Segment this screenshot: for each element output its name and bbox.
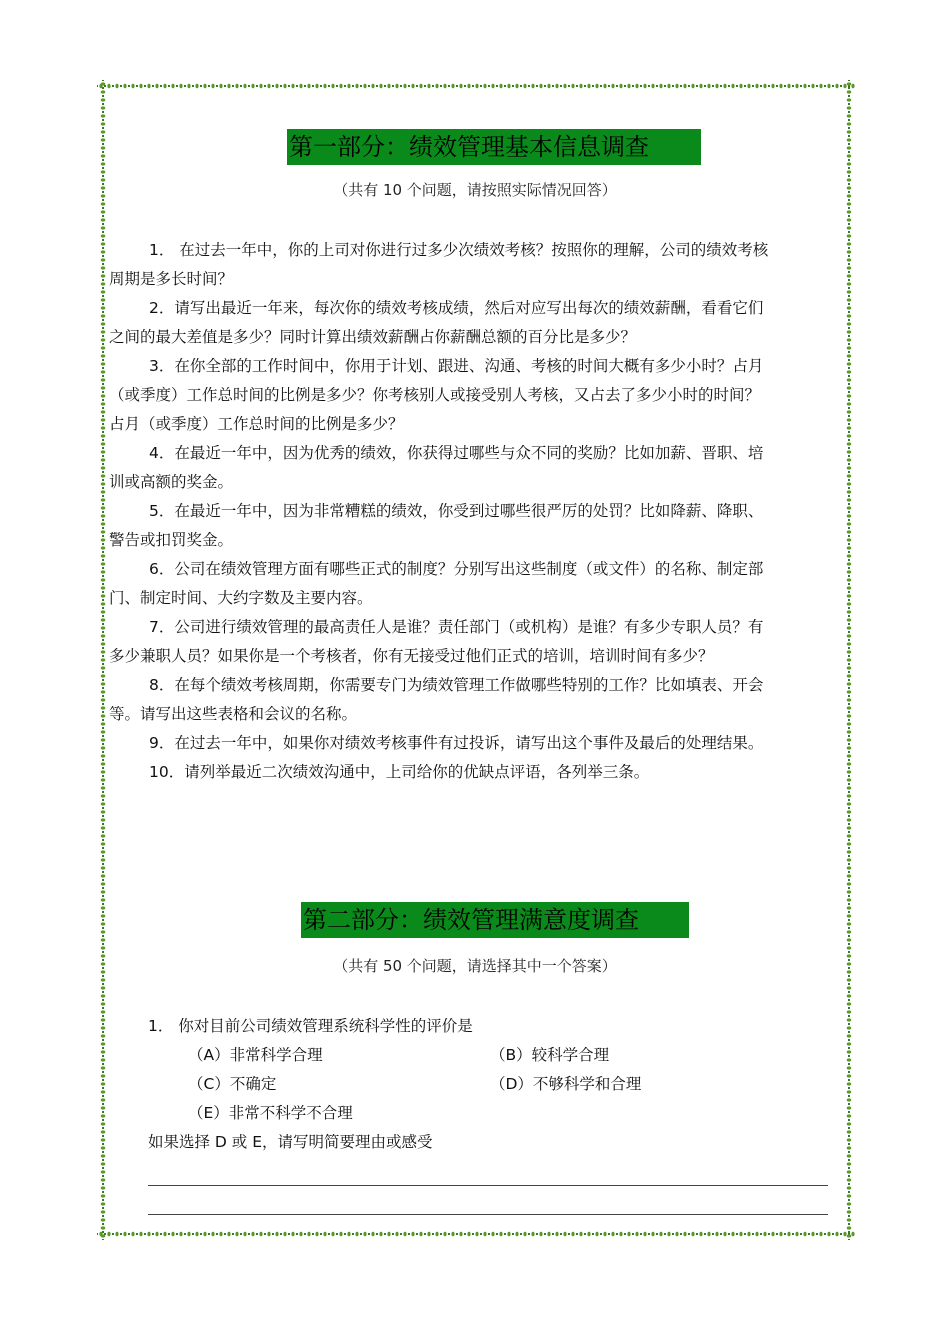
answer-options <box>148 1041 828 1128</box>
question-10: 10．请列举最近二次绩效沟通中，上司给你的优缺点评语，各列举三条。 <box>149 763 650 781</box>
question-2: 2．请写出最近一年来，每次你的绩效考核成绩，然后对应写出每次的绩效薪酬，看看它们之间的最大差值是多少？同时计算出绩效薪酬占你薪酬总额的百分比是多少？ <box>109 299 764 346</box>
answer-line-1[interactable] <box>148 1157 828 1186</box>
option-d[interactable]: （D）不够科学和合理 <box>490 1075 642 1093</box>
followup-prompt: 如果选择 D 或 E，请写明简要理由或感受 <box>148 1133 433 1151</box>
vine-border-top <box>97 80 855 92</box>
part1-subtitle: （共有 10 个问题，请按照实际情况回答） <box>333 181 617 199</box>
part1-title: 第一部分：绩效管理基本信息调查 <box>287 129 701 165</box>
question-7: 7．公司进行绩效管理的最高责任人是谁？责任部门（或机构）是谁？有多少专职人员？有多少兼职人员？如果你是一个考核者，你有无接受过他们正式的培训，培训时间有多少？ <box>109 618 764 665</box>
vine-border-right <box>843 80 855 1240</box>
option-c[interactable]: （C）不确定 <box>188 1075 277 1093</box>
answer-line-2[interactable] <box>148 1186 828 1215</box>
part1-question-list <box>109 236 771 787</box>
option-a[interactable]: （A）非常科学合理 <box>188 1046 323 1064</box>
vine-border-bottom <box>97 1228 855 1240</box>
part2-title: 第二部分：绩效管理满意度调查 <box>301 902 689 938</box>
question-1: 1． 在过去一年中，你的上司对你进行过多少次绩效考核？按照你的理解，公司的绩效考核周期是多长时间？ <box>109 241 769 288</box>
question-3: 3．在你全部的工作时间中，你用于计划、跟进、沟通、考核的时间大概有多少小时？占月（或季度）工作总时间的比例是多少？你考核别人或接受别人考核，又占去了多少小时的时间？占月（或季度）工作总时间的比例是多少？ <box>109 357 764 433</box>
question-5: 5．在最近一年中，因为非常糟糕的绩效，你受到过哪些很严厉的处罚？比如降薪、降职、警告或扣罚奖金。 <box>109 502 764 549</box>
option-e[interactable]: （E）非常不科学不合理 <box>188 1104 353 1122</box>
part2-question-1: 1． 你对目前公司绩效管理系统科学性的评价是 <box>148 1017 473 1035</box>
part2-question-block <box>148 1012 828 1215</box>
question-8: 8．在每个绩效考核周期，你需要专门为绩效管理工作做哪些特别的工作？比如填表、开会等。请写出这些表格和会议的名称。 <box>109 676 764 723</box>
option-b[interactable]: （B）较科学合理 <box>490 1046 610 1064</box>
vine-border-left <box>97 80 109 1240</box>
part2-subtitle: （共有 50 个问题，请选择其中一个答案） <box>333 957 617 975</box>
question-4: 4．在最近一年中，因为优秀的绩效，你获得过哪些与众不同的奖励？比如加薪、晋职、培训或高额的奖金。 <box>109 444 764 491</box>
question-9: 9．在过去一年中，如果你对绩效考核事件有过投诉，请写出这个事件及最后的处理结果。 <box>149 734 764 752</box>
question-6: 6．公司在绩效管理方面有哪些正式的制度？分别写出这些制度（或文件）的名称、制定部门、制定时间、大约字数及主要内容。 <box>109 560 764 607</box>
